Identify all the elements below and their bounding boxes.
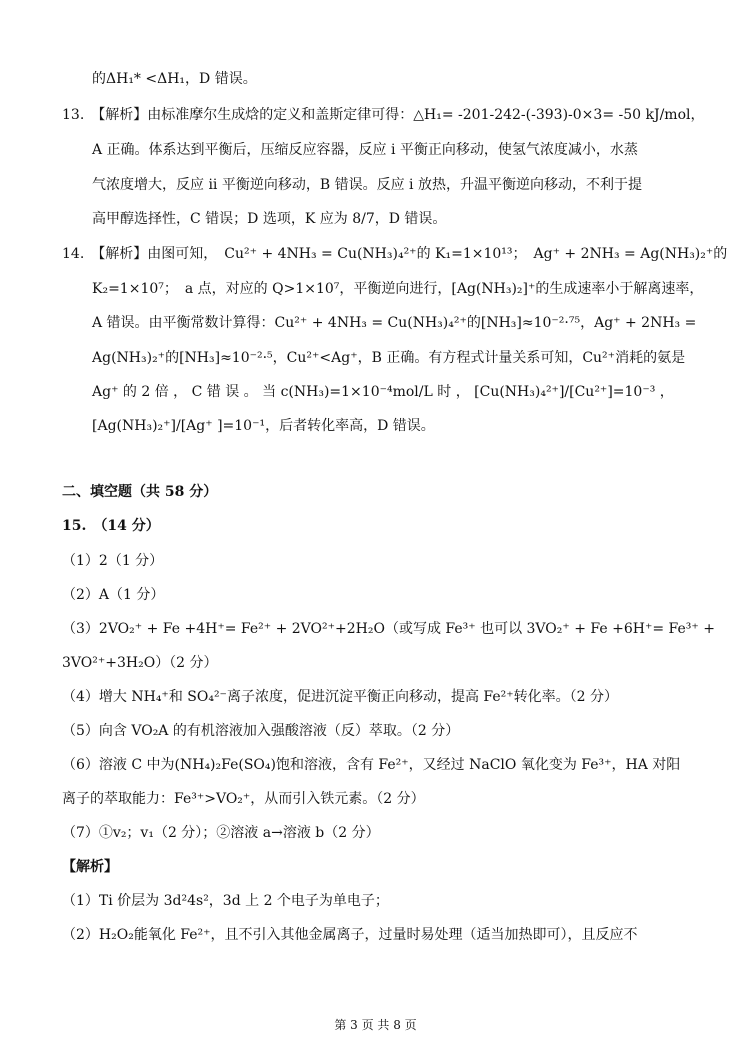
answer-line: 3VO²⁺+3H₂O）（2 分）	[62, 655, 218, 671]
answer-line: （2）A（1 分）	[62, 587, 165, 603]
text-line: Ag⁺ 的 2 倍 ， C 错 误 。 当 c(NH₃)=1×10⁻⁴mol/L 时 ， [Cu(NH₃)₄²⁺]/[Cu²⁺]=10⁻³ ，	[92, 384, 674, 400]
answer-line: （5）向含 VO₂A 的有机溶液加入强酸溶液（反）萃取。（2 分）	[62, 723, 460, 739]
text-line: Ag(NH₃)₂⁺的[NH₃]≈10⁻²·⁵，Cu²⁺<Ag⁺，B 正确。有方程式计量关系可知，Cu²⁺消耗的氨是	[92, 350, 686, 366]
text-line: A 错误。由平衡常数计算得：Cu²⁺ + 4NH₃ = Cu(NH₃)₄²⁺的[NH₃]≈10⁻²·⁷⁵，Ag⁺ + 2NH₃ =	[92, 315, 697, 331]
analysis-heading: 【解析】	[62, 859, 118, 875]
page-footer: 第 3 页 共 8 页	[334, 1018, 417, 1032]
analysis-line: （1）Ti 价层为 3d²4s²，3d 上 2 个电子为单电子；	[62, 893, 389, 909]
answer-line: （1）2（1 分）	[62, 553, 164, 569]
text-line: A 正确。体系达到平衡后，压缩反应容器，反应 i 平衡正向移动，使氢气浓度减小，水蒸	[92, 142, 638, 158]
text-line: 高甲醇选择性，C 错误；D 选项，K 应为 8/7，D 错误。	[92, 211, 447, 227]
text-line: 13. 【解析】由标准摩尔生成焓的定义和盖斯定律可得：△H₁= -201-242-(-393)-0×3= -50 kJ/mol，	[62, 107, 705, 123]
text-line: K₂=1×10⁷； a 点，对应的 Q>1×10⁷，平衡逆向进行，[Ag(NH₃)₂]⁺的生成速率小于解离速率，	[92, 281, 704, 297]
answer-line: （6）溶液 C 中为(NH₄)₂Fe(SO₄)饱和溶液，含有 Fe²⁺，又经过 NaClO 氧化变为 Fe³⁺，HA 对阳	[62, 757, 681, 773]
analysis-line: （2）H₂O₂能氧化 Fe²⁺，且不引入其他金属离子，过量时易处理（适当加热即可），且反应不	[62, 927, 638, 943]
section-heading: 二、填空题（共 58 分）	[62, 484, 218, 500]
answer-line: （7）①v₂；v₁（2 分）；②溶液 a→溶液 b（2 分）	[62, 825, 380, 841]
text-line: 14. 【解析】由图可知， Cu²⁺ + 4NH₃ = Cu(NH₃)₄²⁺的 K₁=1×10¹³； Ag⁺ + 2NH₃ = Ag(NH₃)₂⁺的	[62, 246, 728, 262]
text-line: 的ΔH₁* <ΔH₁，D 错误。	[92, 71, 257, 87]
text-line: 气浓度增大，反应 ii 平衡逆向移动，B 错误。反应 i 放热，升温平衡逆向移动，不利于提	[92, 177, 642, 193]
answer-line: （4）增大 NH₄⁺和 SO₄²⁻离子浓度，促进沉淀平衡正向移动，提高 Fe²⁺转化率。（2 分）	[62, 689, 618, 705]
answer-line: （3）2VO₂⁺ + Fe +4H⁺= Fe²⁺ + 2VO²⁺+2H₂O（或写成 Fe³⁺ 也可以 3VO₂⁺ + Fe +6H⁺= Fe³⁺ +	[62, 621, 715, 637]
answer-line: 离子的萃取能力：Fe³⁺>VO₂⁺，从而引入铁元素。（2 分）	[62, 791, 425, 807]
text-line: [Ag(NH₃)₂⁺]/[Ag⁺ ]=10⁻¹，后者转化率高，D 错误。	[92, 418, 435, 434]
question-heading: 15. （14 分）	[62, 518, 160, 534]
